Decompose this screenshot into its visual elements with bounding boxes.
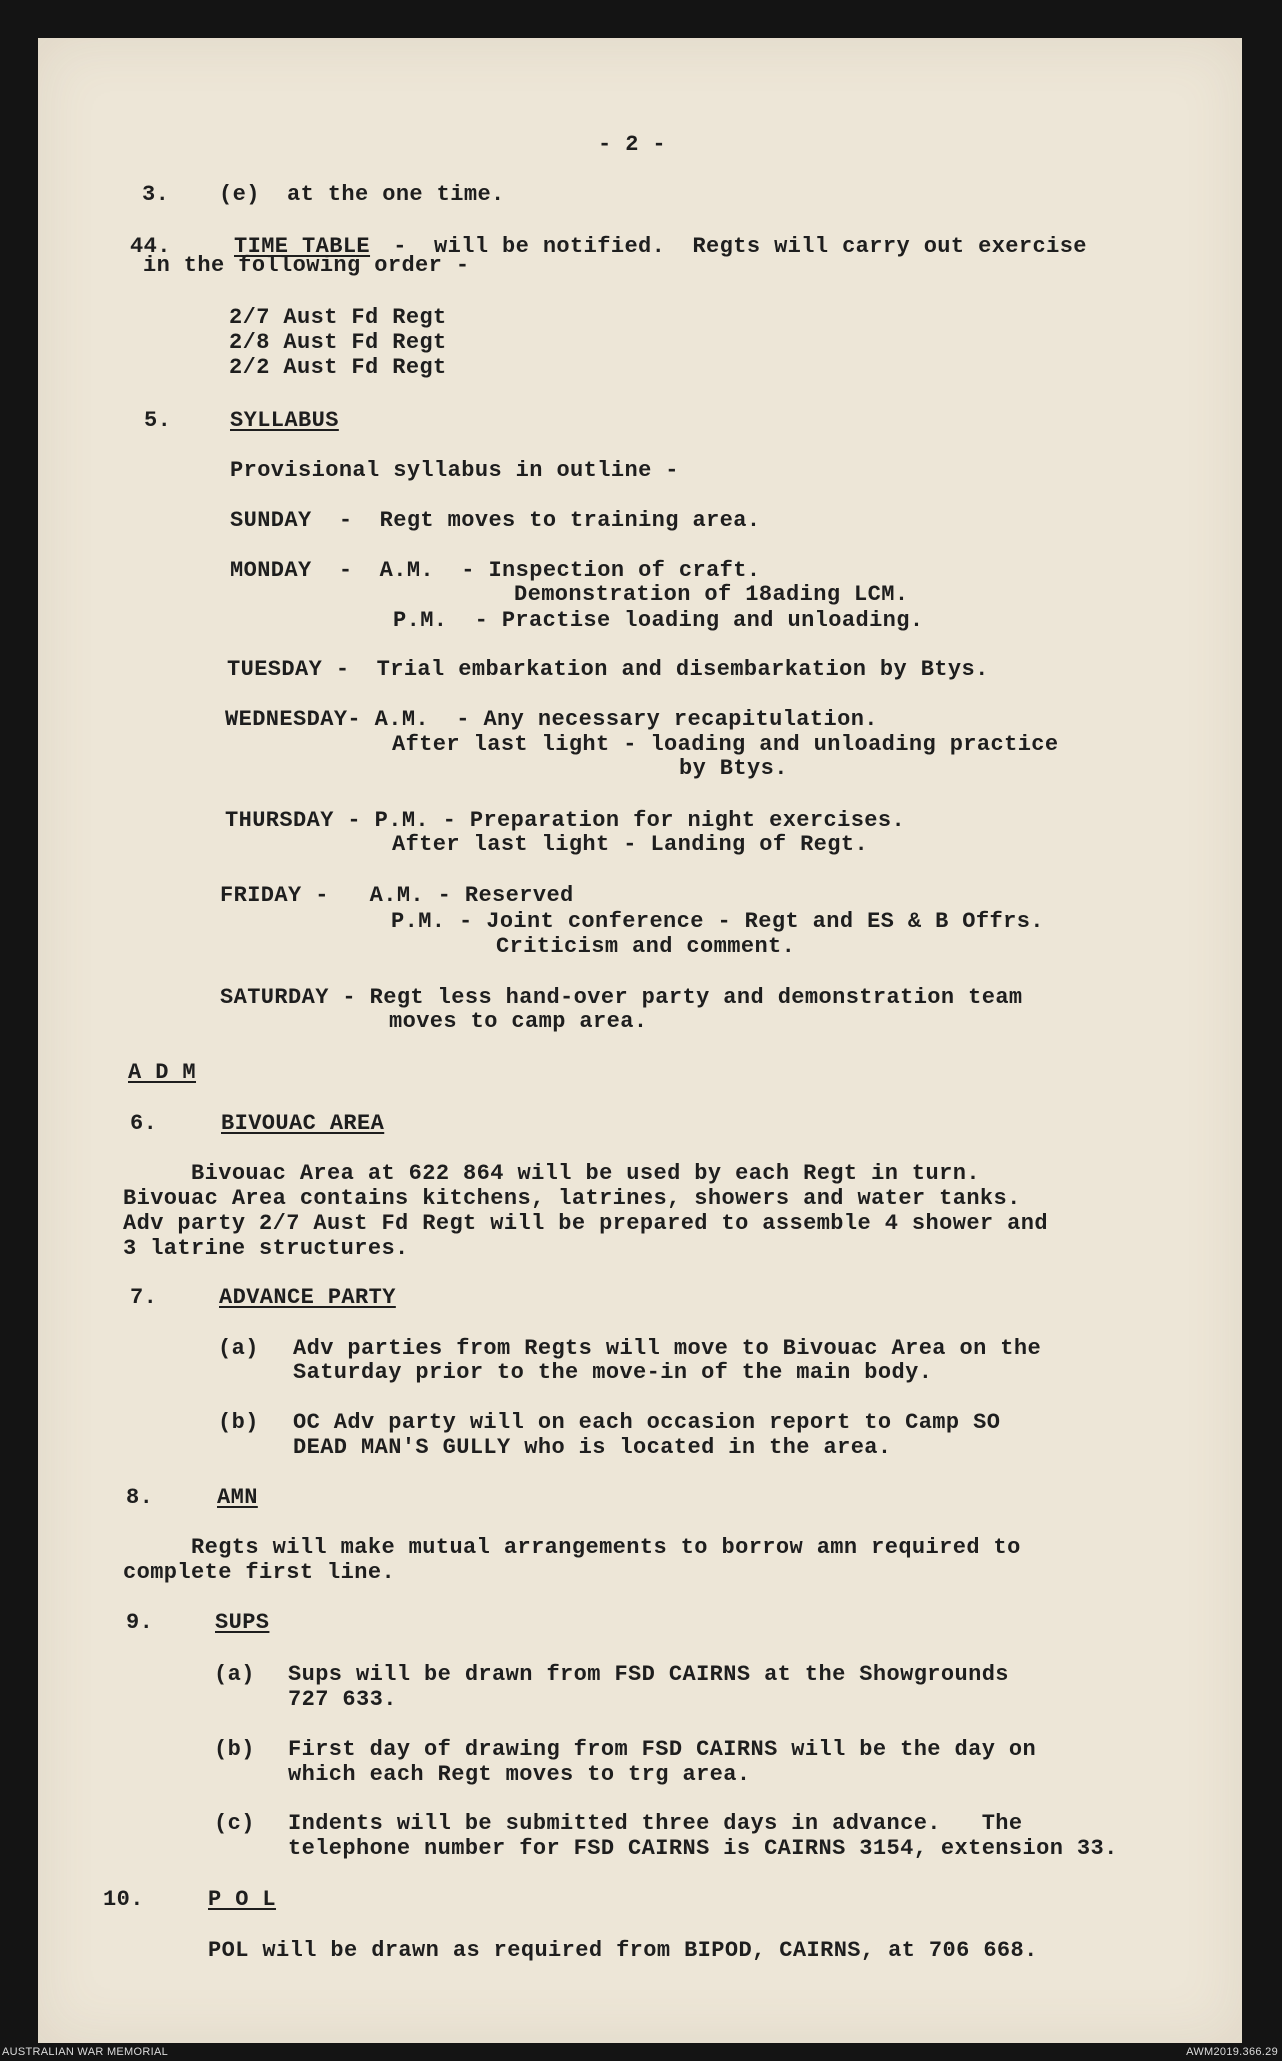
- para-9c-line1: Indents will be submitted three days in advance. The: [288, 1811, 1023, 1836]
- syllabus-intro: Provisional syllabus in outline -: [230, 458, 679, 483]
- document-page: [38, 38, 1242, 2043]
- para-3-number: 3.: [142, 182, 170, 207]
- syllabus-friday-am: FRIDAY - A.M. - Reserved: [220, 883, 574, 908]
- archive-footer-right: AWM2019.366.29: [1186, 2046, 1278, 2058]
- syllabus-saturday: SATURDAY - Regt less hand-over party and demonstration team: [220, 985, 1023, 1010]
- syllabus-friday-pm: P.M. - Joint conference - Regt and ES & B Offrs.: [391, 909, 1044, 934]
- adm-heading: A D M: [128, 1060, 197, 1085]
- para-7-heading: ADVANCE PARTY: [219, 1285, 396, 1310]
- para-9a-label: (a): [214, 1662, 255, 1687]
- syllabus-thursday-pm: THURSDAY - P.M. - Preparation for night exercises.: [225, 808, 906, 833]
- para-3-text: (e) at the one time.: [219, 182, 505, 207]
- para-9-number: 9.: [126, 1610, 154, 1635]
- para-9-heading: SUPS: [215, 1610, 270, 1635]
- para-7b-label: (b): [218, 1410, 259, 1435]
- syllabus-thursday-after: After last light - Landing of Regt.: [392, 832, 869, 857]
- para-4-number: 44.: [130, 234, 171, 259]
- para-9b-line1: First day of drawing from FSD CAIRNS will be the day on: [288, 1737, 1037, 1762]
- regt-order-3: 2/2 Aust Fd Regt: [229, 355, 447, 380]
- para-7a-label: (a): [218, 1336, 259, 1361]
- syllabus-saturday-cont: moves to camp area.: [389, 1009, 648, 1034]
- para-10-number: 10.: [103, 1887, 144, 1912]
- syllabus-wednesday-after: After last light - loading and unloading practice: [392, 732, 1059, 757]
- para-7a-line1: Adv parties from Regts will move to Bivouac Area on the: [293, 1336, 1042, 1361]
- para-10-heading: P O L: [208, 1887, 277, 1912]
- para-8-line1: Regts will make mutual arrangements to borrow amn required to: [123, 1535, 1021, 1560]
- para-7-number: 7.: [130, 1285, 158, 1310]
- para-8-line2: complete first line.: [123, 1560, 396, 1585]
- syllabus-tuesday: TUESDAY - Trial embarkation and disembarkation by Btys.: [227, 657, 989, 682]
- para-4-line1: - will be notified. Regts will carry out exercise: [366, 234, 1087, 259]
- para-4-line2: in the following order -: [143, 253, 470, 278]
- page-number: - 2 -: [598, 132, 667, 157]
- para-5-number: 5.: [144, 408, 172, 433]
- syllabus-wednesday-am: WEDNESDAY- A.M. - Any necessary recapitulation.: [225, 707, 878, 732]
- syllabus-monday-demo: Demonstration of 18ading LCM.: [514, 582, 909, 607]
- syllabus-monday-pm: P.M. - Practise loading and unloading.: [393, 608, 924, 633]
- para-9c-label: (c): [214, 1811, 255, 1836]
- para-7a-line2: Saturday prior to the move-in of the main body.: [293, 1360, 933, 1385]
- para-6-line3: Adv party 2/7 Aust Fd Regt will be prepared to assemble 4 shower and: [123, 1211, 1048, 1236]
- para-9b-label: (b): [214, 1737, 255, 1762]
- para-7b-line2: DEAD MAN'S GULLY who is located in the area.: [293, 1435, 892, 1460]
- syllabus-friday-criticism: Criticism and comment.: [496, 934, 796, 959]
- regt-order-2: 2/8 Aust Fd Regt: [229, 330, 447, 355]
- syllabus-wednesday-btys: by Btys.: [679, 756, 788, 781]
- para-6-number: 6.: [130, 1111, 158, 1136]
- para-6-line4: 3 latrine structures.: [123, 1236, 409, 1261]
- para-8-heading: AMN: [217, 1485, 258, 1510]
- para-9a-line2: 727 633.: [288, 1687, 397, 1712]
- para-8-number: 8.: [126, 1485, 154, 1510]
- para-5-heading: SYLLABUS: [230, 408, 339, 433]
- para-9a-line1: Sups will be drawn from FSD CAIRNS at the Showgrounds: [288, 1662, 1009, 1687]
- para-9c-line2: telephone number for FSD CAIRNS is CAIRNS 3154, extension 33.: [288, 1836, 1118, 1861]
- regt-order-1: 2/7 Aust Fd Regt: [229, 305, 447, 330]
- archive-footer-left: AUSTRALIAN WAR MEMORIAL: [2, 2046, 169, 2058]
- para-6-heading: BIVOUAC AREA: [221, 1111, 385, 1136]
- para-4-heading: TIME TABLE: [234, 234, 371, 259]
- para-6-line2: Bivouac Area contains kitchens, latrines, showers and water tanks.: [123, 1186, 1021, 1211]
- syllabus-monday-am: MONDAY - A.M. - Inspection of craft.: [230, 558, 761, 583]
- syllabus-sunday: SUNDAY - Regt moves to training area.: [230, 508, 761, 533]
- para-9b-line2: which each Regt moves to trg area.: [288, 1762, 751, 1787]
- para-7b-line1: OC Adv party will on each occasion report to Camp SO: [293, 1410, 1001, 1435]
- para-6-line1: Bivouac Area at 622 864 will be used by each Regt in turn.: [123, 1161, 980, 1186]
- para-10-text: POL will be drawn as required from BIPOD, CAIRNS, at 706 668.: [208, 1938, 1038, 1963]
